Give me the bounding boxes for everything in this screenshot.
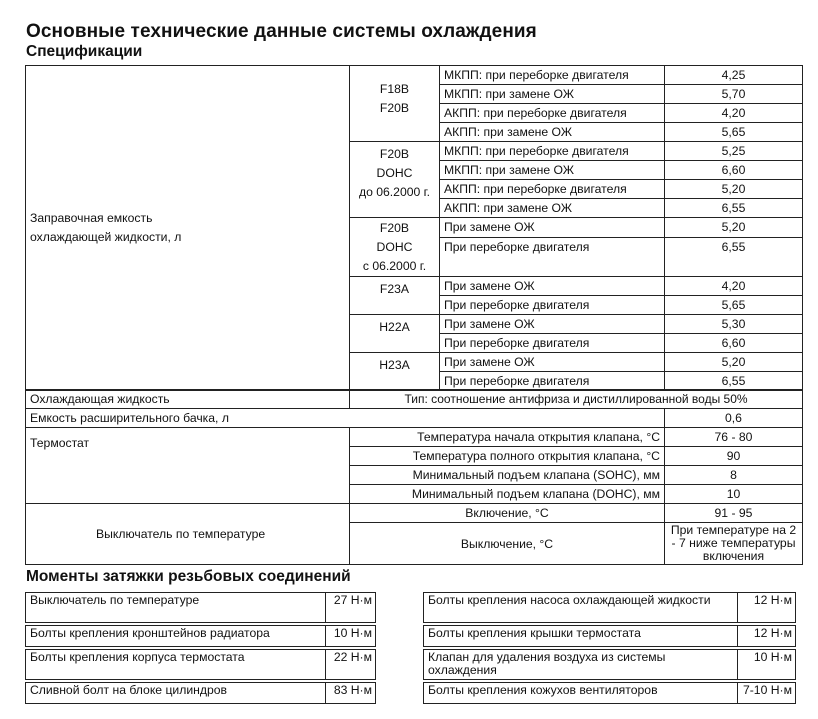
engine-cell (350, 66, 440, 142)
switch-label-text: Выключатель по температуре (96, 527, 266, 541)
torque-name: Выключатель по температуре (26, 593, 326, 623)
table-row (26, 504, 803, 523)
thermostat-desc: Температура полного открытия клапана, °С (350, 447, 665, 466)
table-row (26, 626, 376, 647)
engine-code: F18B (379, 82, 410, 96)
table-row (26, 409, 803, 428)
capacity-value: 4,25 (665, 66, 803, 85)
engine-code: DOHC (376, 240, 413, 254)
thermostat-desc: Минимальный подъем клапана (SOHC), мм (350, 466, 665, 485)
engine-cell (350, 218, 440, 277)
specifications-table (25, 65, 803, 391)
capacity-value: 5,65 (665, 123, 803, 142)
thermostat-value: 90 (665, 447, 803, 466)
capacity-label-line1: Заправочная емкость (30, 211, 153, 225)
capacity-value: 5,30 (665, 315, 803, 334)
torque-name: Болты крепления кронштейнов радиатора (26, 626, 326, 647)
capacity-desc: При переборке двигателя (440, 372, 665, 391)
capacity-value: 6,55 (665, 372, 803, 391)
engine-date: до 06.2000 г. (358, 185, 431, 199)
engine-code: F20B (379, 101, 410, 115)
capacity-value: 4,20 (665, 104, 803, 123)
coolant-label: Охлаждающая жидкость (26, 390, 350, 409)
specifications-table-lower (25, 389, 803, 565)
switch-on-value: 91 - 95 (665, 504, 803, 523)
table-row (26, 683, 376, 704)
engine-code: F20B (379, 147, 410, 161)
engine-code: F20B (379, 221, 410, 235)
capacity-desc: АКПП: при замене ОЖ (440, 199, 665, 218)
engine-cell (350, 353, 440, 391)
thermostat-value: 76 - 80 (665, 428, 803, 447)
torque-name: Болты крепления корпуса термостата (26, 650, 326, 680)
capacity-desc: При замене ОЖ (440, 353, 665, 372)
capacity-desc: МКПП: при замене ОЖ (440, 161, 665, 180)
engine-cell (350, 315, 440, 353)
switch-label (26, 504, 350, 565)
engine-cell (350, 277, 440, 315)
capacity-desc: При замене ОЖ (440, 218, 665, 238)
capacity-desc: АКПП: при переборке двигателя (440, 180, 665, 199)
capacity-value: 6,55 (665, 199, 803, 218)
torque-value: 12 Н·м (738, 626, 796, 647)
section-title-specifications: Спецификации (26, 43, 143, 60)
capacity-desc: МКПП: при замене ОЖ (440, 85, 665, 104)
capacity-desc: При переборке двигателя (440, 237, 665, 276)
table-row (26, 428, 803, 447)
torque-value: 83 Н·м (326, 683, 376, 704)
capacity-value: 4,20 (665, 277, 803, 296)
engine-code: DOHC (376, 166, 413, 180)
table-row (26, 650, 376, 680)
thermostat-value: 10 (665, 485, 803, 504)
table-row (26, 593, 376, 623)
table-row (424, 683, 796, 704)
capacity-value: 6,55 (665, 237, 803, 276)
capacity-label-line2: охлаждающей жидкости, л (30, 230, 182, 244)
capacity-value: 6,60 (665, 161, 803, 180)
capacity-value: 5,20 (665, 180, 803, 199)
engine-code: F23A (379, 282, 410, 296)
capacity-value: 5,25 (665, 142, 803, 161)
capacity-desc: При переборке двигателя (440, 296, 665, 315)
table-row (26, 66, 803, 85)
torque-value: 10 Н·м (738, 650, 796, 680)
thermostat-desc: Минимальный подъем клапана (DOHC), мм (350, 485, 665, 504)
torque-value: 27 Н·м (326, 593, 376, 623)
engine-code: H22A (379, 320, 410, 334)
table-row (424, 626, 796, 647)
capacity-value: 5,65 (665, 296, 803, 315)
switch-on-label: Включение, °С (350, 504, 665, 523)
torque-value: 22 Н·м (326, 650, 376, 680)
switch-off-value: При температуре на 2 - 7 ниже температуры включения (665, 523, 803, 565)
engine-date: с 06.2000 г. (362, 259, 427, 273)
capacity-desc: При замене ОЖ (440, 315, 665, 334)
table-row (26, 390, 803, 409)
reservoir-value: 0,6 (665, 409, 803, 428)
capacity-value: 5,20 (665, 218, 803, 238)
capacity-desc: При замене ОЖ (440, 277, 665, 296)
capacity-value: 5,20 (665, 353, 803, 372)
table-row (424, 593, 796, 623)
capacity-desc: МКПП: при переборке двигателя (440, 142, 665, 161)
torque-value: 7-10 Н·м (738, 683, 796, 704)
thermostat-label: Термостат (26, 428, 350, 504)
torque-name: Сливной болт на блоке цилиндров (26, 683, 326, 704)
torque-name: Болты крепления крышки термостата (424, 626, 738, 647)
engine-code: H23A (379, 358, 410, 372)
capacity-desc: АКПП: при переборке двигателя (440, 104, 665, 123)
capacity-desc: АКПП: при замене ОЖ (440, 123, 665, 142)
thermostat-value: 8 (665, 466, 803, 485)
torque-name: Клапан для удаления воздуха из системы охлаждения (424, 650, 738, 680)
engine-cell (350, 142, 440, 218)
torque-name: Болты крепления насоса охлаждающей жидкости (424, 593, 738, 623)
torque-table-left (25, 592, 376, 704)
thermostat-desc: Температура начала открытия клапана, °С (350, 428, 665, 447)
torque-value: 10 Н·м (326, 626, 376, 647)
section-title-torque: Моменты затяжки резьбовых соединений (26, 568, 351, 585)
page-title: Основные технические данные системы охлаждения (26, 21, 537, 42)
torque-name: Болты крепления кожухов вентиляторов (424, 683, 738, 704)
capacity-label (26, 66, 350, 391)
reservoir-label: Емкость расширительного бачка, л (26, 409, 665, 428)
capacity-value: 6,60 (665, 334, 803, 353)
switch-off-label: Выключение, °С (350, 523, 665, 565)
capacity-value: 5,70 (665, 85, 803, 104)
capacity-desc: МКПП: при переборке двигателя (440, 66, 665, 85)
coolant-value: Тип: соотношение антифриза и дистиллированной воды 50% (350, 390, 803, 409)
torque-table-right (423, 592, 796, 704)
torque-value: 12 Н·м (738, 593, 796, 623)
table-row (424, 650, 796, 680)
capacity-desc: При переборке двигателя (440, 334, 665, 353)
